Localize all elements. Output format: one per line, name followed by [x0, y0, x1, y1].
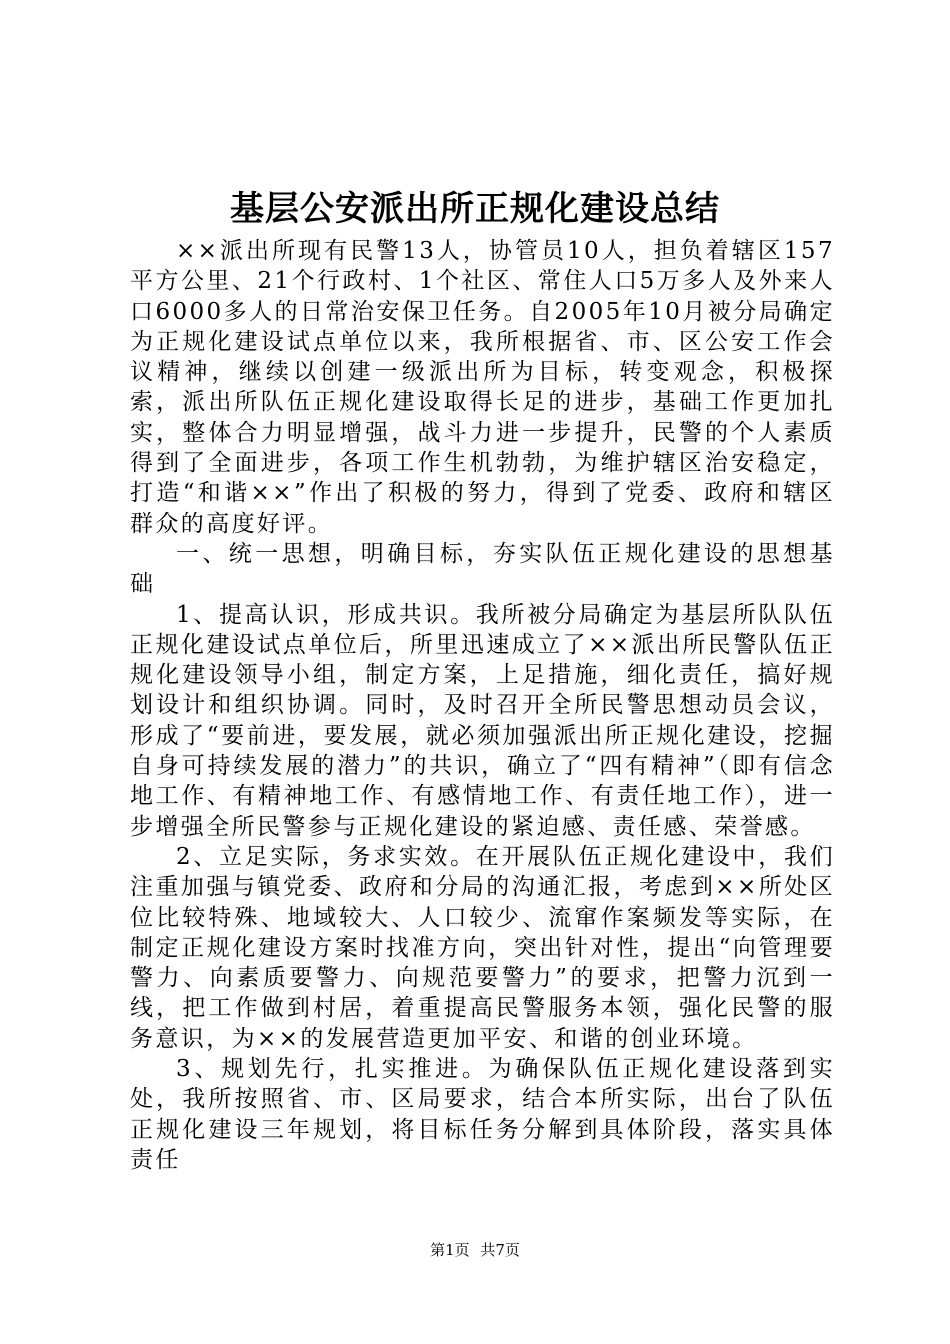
section-heading-1: 一、统一思想，明确目标，夯实队伍正规化建设的思想基础	[130, 540, 835, 598]
page-number-footer: 第1页 共7页	[430, 1241, 520, 1259]
paragraph-intro: ××派出所现有民警13人，协管员10人，担负着辖区157平方公里、21个行政村、1个社区、常住人口5万多人及外来人口6000多人的日常治安保卫任务。自2005年10月被分局确定为正规化建设试点单位以来，我所根据省、市、区公安工作会议精神，继续以创建一级派出所为目标，转变观念，积极探索，派出所队伍正规化建设取得长足的进步，基础工作更加扎实，整体合力明显增强，战斗力进一步提升，民警的个人素质得到了全面进步，各项工作生机勃勃，为维护辖区治安稳定，打造“和谐××”作出了积极的努力，得到了党委、政府和辖区群众的高度好评。	[130, 238, 835, 537]
paragraph-point-1: 1、提高认识，形成共识。我所被分局确定为基层所队队伍正规化建设试点单位后，所里迅速成立了××派出所民警队伍正规化建设领导小组，制定方案，上足措施，细化责任，搞好规划设计和组织协调。同时，及时召开全所民警思想动员会议，形成了“要前进，要发展，就必须加强派出所正规化建设，挖掘自身可持续发展的潜力”的共识，确立了“四有精神”（即有信念地工作、有精神地工作、有感情地工作、有责任地工作），进一步增强全所民警参与正规化建设的紧迫感、责任感、荣誉感。	[130, 601, 835, 840]
document-body	[130, 236, 835, 1175]
paragraph-point-2: 2、立足实际，务求实效。在开展队伍正规化建设中，我们注重加强与镇党委、政府和分局的沟通汇报，考虑到××所处区位比较特殊、地域较大、人口较少、流窜作案频发等实际，在制定正规化建设方案时找准方向，突出针对性，提出“向管理要警力、向素质要警力、向规范要警力”的要求，把警力沉到一线，把工作做到村居，着重提高民警服务本领，强化民警的服务意识，为××的发展营造更加平安、和谐的创业环境。	[130, 843, 835, 1052]
paragraph-point-3: 3、规划先行，扎实推进。为确保队伍正规化建设落到实处，我所按照省、市、区局要求，结合本所实际，出台了队伍正规化建设三年规划，将目标任务分解到具体阶段，落实具体责任	[130, 1056, 835, 1173]
document-title: 基层公安派出所正规化建设总结	[230, 189, 720, 229]
